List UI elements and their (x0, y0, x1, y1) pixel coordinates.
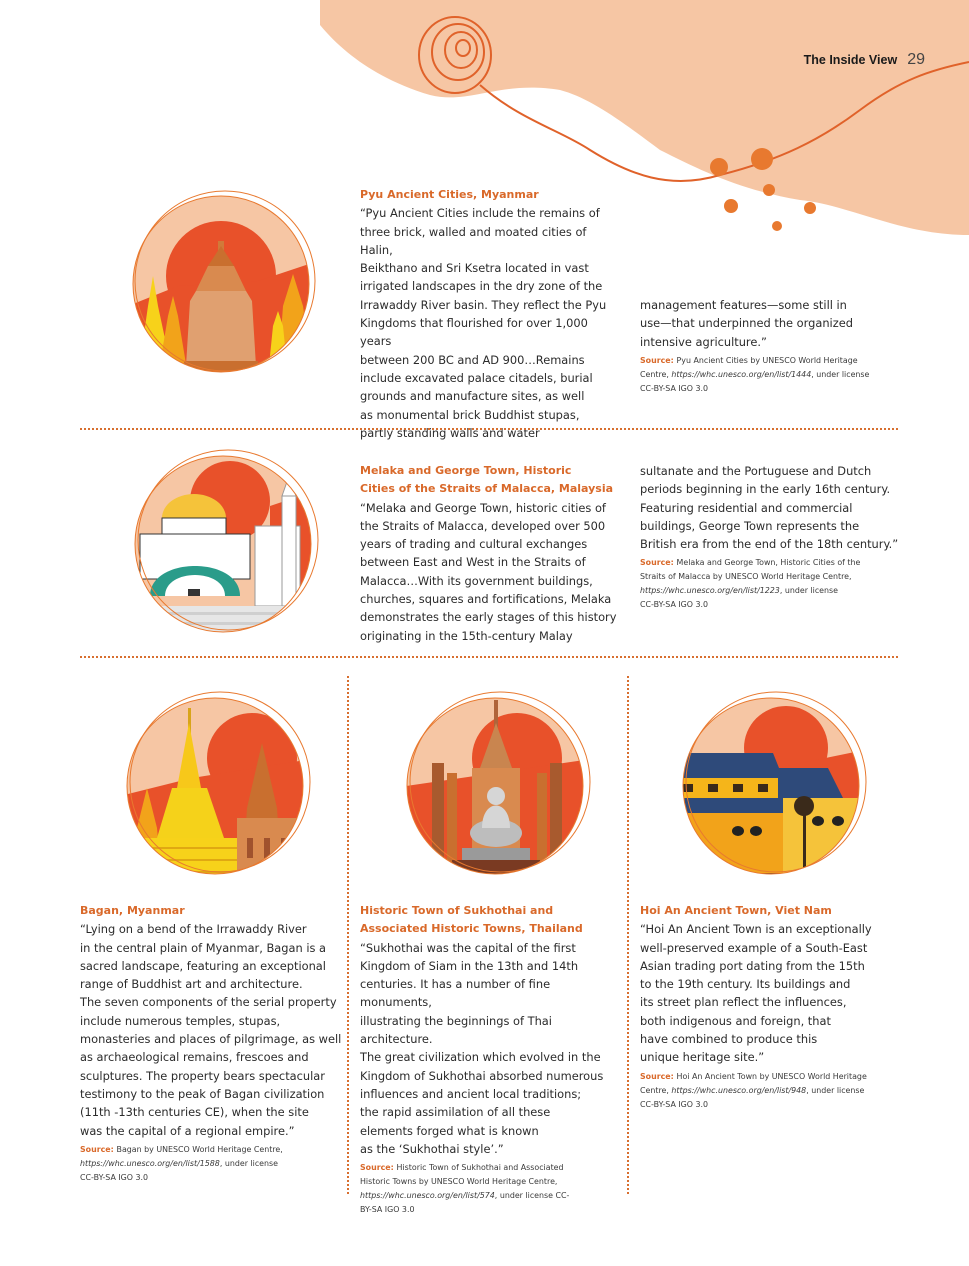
body-text-line: intensive agriculture.” (640, 334, 767, 349)
source-citation (640, 556, 902, 612)
body-text-line: use—that underpinned the organized (640, 316, 853, 331)
body-text-line: Asian trading port dating from the 15th (640, 958, 865, 973)
section-title-bagan: Bagan, Myanmar (80, 904, 185, 917)
body-text-line: have combined to produce this (640, 1032, 818, 1047)
source-text: Historic Town of Sukhothai and Associated (396, 1163, 564, 1173)
source-text: Straits of Malacca by UNESCO World Heritage Centre, (640, 572, 852, 582)
body-text-line: The great civilization which evolved in the (360, 1050, 601, 1065)
source-text: , under license (219, 1158, 278, 1168)
source-text: CC-BY-SA IGO 3.0 (640, 1099, 709, 1109)
body-text-line: to the 19th century. Its buildings and (640, 977, 851, 992)
section-title-sukhothai: Historic Town of Sukhothai and (360, 904, 554, 917)
hoian-text (640, 902, 902, 1112)
source-text: Centre, (640, 369, 672, 379)
body-text-line: was the capital of a regional empire.” (80, 1123, 295, 1138)
sukhothai-buddha-illustration (392, 688, 598, 884)
body-text-line: Malacca…With its government buildings, (360, 573, 593, 588)
source-text: Melaka and George Town, Historic Cities of the (676, 558, 861, 568)
body-text-line: illustrating the beginnings of Thai architecture. (360, 1013, 552, 1047)
body-text-line: partly standing walls and water (360, 425, 540, 440)
body-text-line: influences and ancient local traditions; (360, 1086, 582, 1101)
body-text-line: testimony to the peak of Bagan civilization (80, 1086, 325, 1101)
body-text-line: “Melaka and George Town, historic cities of (360, 500, 606, 515)
body-text-line: include numerous temples, stupas, (80, 1013, 281, 1028)
body-text-line: Kingdom of Siam in the 13th and 14th (360, 958, 579, 973)
melaka-text-column-2 (640, 462, 902, 612)
body-text-line: buildings, George Town represents the (640, 518, 860, 533)
source-text: BY-SA IGO 3.0 (360, 1205, 415, 1215)
bagan-text (80, 902, 342, 1185)
body-text-line: both indigenous and foreign, that (640, 1013, 831, 1028)
body-text-line: sacred landscape, featuring an exceptional (80, 958, 326, 973)
source-text: Centre, (640, 1085, 672, 1095)
body-text-line: unique heritage site.” (640, 1050, 765, 1065)
body-text-line: British era from the end of the 18th century.” (640, 537, 899, 552)
source-label: Source: (80, 1144, 117, 1154)
pyu-text-column-1 (360, 186, 622, 442)
body-text-line: elements forged what is known (360, 1123, 539, 1138)
body-text-line: as archaeological remains, frescoes and (80, 1050, 309, 1065)
body-text-line: “Sukhothai was the capital of the first (360, 940, 576, 955)
body-text-line: in the central plain of Myanmar, Bagan is a (80, 940, 327, 955)
body-text-line: sculptures. The property bears spectacular (80, 1068, 325, 1083)
section-title-pyu: Pyu Ancient Cities, Myanmar (360, 188, 539, 201)
body-text-line: grounds and manufacture sites, as well (360, 389, 585, 404)
melaka-text-column-1 (360, 462, 622, 645)
source-label: Source: (640, 1071, 677, 1081)
source-url-link[interactable]: https://whc.unesco.org/en/list/1588 (80, 1158, 220, 1168)
body-text-line: Kingdom of Sukhothai absorbed numerous (360, 1068, 604, 1083)
body-text-line: between East and West in the Straits of (360, 555, 586, 570)
source-url-link[interactable]: https://whc.unesco.org/en/list/948 (671, 1085, 807, 1095)
source-text: , under license (811, 369, 870, 379)
body-text-line: originating in the 15th-century Malay (360, 628, 573, 643)
body-text-line: its street plan reflect the influences, (640, 995, 847, 1010)
source-citation (80, 1143, 342, 1185)
body-text-line: centuries. It has a number of fine monuments, (360, 977, 551, 1010)
body-text-line: The seven components of the serial property (80, 995, 337, 1010)
section-title-hoian: Hoi An Ancient Town, Viet Nam (640, 904, 832, 917)
body-text-line: three brick, walled and moated cities of Halin, (360, 224, 587, 257)
source-text: CC-BY-SA IGO 3.0 (640, 600, 709, 610)
pyu-stupa-illustration (118, 186, 324, 382)
body-text-line: “Lying on a bend of the Irrawaddy River (80, 922, 307, 937)
source-url-link[interactable]: https://whc.unesco.org/en/list/1223 (640, 586, 780, 596)
body-text-line: as monumental brick Buddhist stupas, (360, 407, 580, 422)
column-divider (627, 676, 629, 1194)
body-text-line: management features—some still in (640, 298, 847, 312)
body-text-line: “Hoi An Ancient Town is an exceptionally (640, 922, 872, 937)
pyu-text-column-2 (640, 296, 902, 396)
source-citation (640, 354, 902, 396)
source-text: Historic Towns by UNESCO World Heritage Centre, (360, 1177, 558, 1187)
body-text-line: churches, squares and fortifications, Melaka (360, 592, 612, 607)
hoian-houses-illustration (668, 688, 874, 884)
section-divider (80, 428, 898, 430)
bagan-pagoda-illustration (112, 688, 318, 884)
source-text: Pyu Ancient Cities by UNESCO World Heritage (676, 355, 858, 365)
source-text: , under license (806, 1085, 865, 1095)
section-title-sukhothai: Associated Historic Towns, Thailand (360, 922, 583, 936)
body-text-line: irrigated landscapes in the dry zone of the (360, 279, 603, 294)
running-title: The Inside View (803, 53, 898, 67)
source-text: Bagan by UNESCO World Heritage Centre, (116, 1144, 283, 1154)
body-text-line: “Pyu Ancient Cities include the remains of (360, 206, 600, 221)
section-divider (80, 656, 898, 658)
body-text-line: the Straits of Malacca, developed over 500 (360, 518, 606, 533)
body-text-line: Featuring residential and commercial (640, 500, 853, 515)
source-text: CC-BY-SA IGO 3.0 (80, 1172, 149, 1182)
body-text-line: between 200 BC and AD 900…Remains (360, 352, 585, 367)
source-label: Source: (640, 558, 677, 568)
source-text: , under license (779, 586, 838, 596)
body-text-line: monasteries and places of pilgrimage, as well (80, 1032, 342, 1047)
source-label: Source: (640, 355, 677, 365)
source-text: , under license CC- (494, 1191, 570, 1201)
body-text-line: the rapid assimilation of all these (360, 1105, 551, 1120)
body-text-line: years of trading and cultural exchanges (360, 537, 588, 552)
page-number: 29 (907, 51, 925, 68)
body-text-line: range of Buddhist art and architecture. (80, 977, 303, 992)
body-text-line: sultanate and the Portuguese and Dutch (640, 464, 872, 478)
body-text-line: demonstrates the early stages of this history (360, 610, 617, 625)
section-title-melaka: Cities of the Straits of Malacca, Malaysia (360, 482, 614, 496)
body-text-line: Kingdoms that flourished for over 1,000 years (360, 316, 588, 349)
source-label: Source: (360, 1163, 397, 1173)
source-citation (360, 1161, 622, 1217)
source-url-link[interactable]: https://whc.unesco.org/en/list/574 (360, 1191, 495, 1201)
body-text-line: as the ‘Sukhothai style’.” (360, 1141, 504, 1156)
source-text: CC-BY-SA IGO 3.0 (640, 383, 709, 393)
body-text-line: periods beginning in the early 16th century. (640, 482, 891, 497)
melaka-mosque-illustration (120, 446, 330, 642)
source-citation (640, 1070, 902, 1112)
column-divider (347, 676, 349, 1194)
source-url-link[interactable]: https://whc.unesco.org/en/list/1444 (671, 369, 812, 379)
source-text: Hoi An Ancient Town by UNESCO World Heritage (676, 1071, 867, 1081)
section-title-melaka: Melaka and George Town, Historic (360, 464, 572, 477)
body-text-line: Irrawaddy River basin. They reflect the Pyu (360, 297, 607, 312)
page-header (804, 51, 925, 69)
body-text-line: (11th -13th centuries CE), when the site (80, 1105, 309, 1120)
sukhothai-text (360, 902, 622, 1217)
body-text-line: include excavated palace citadels, burial (360, 370, 593, 385)
body-text-line: well-preserved example of a South-East (640, 940, 868, 955)
body-text-line: Beikthano and Sri Ksetra located in vast (360, 261, 589, 276)
